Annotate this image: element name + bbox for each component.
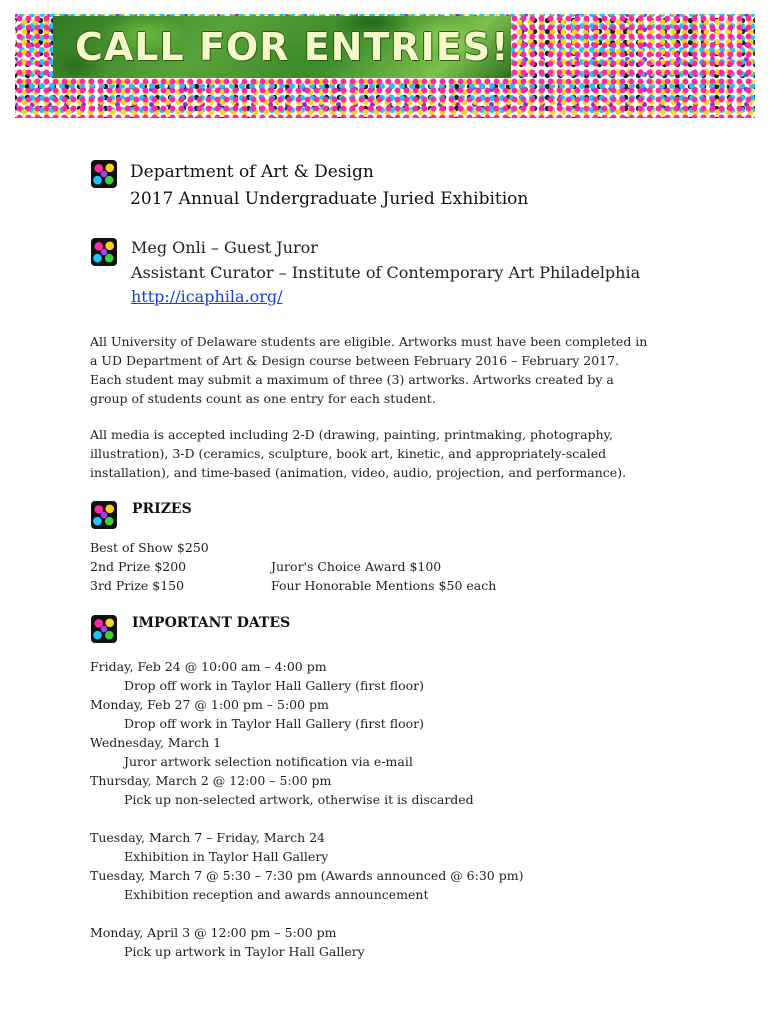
eligibility-line: All University of Delaware students are eligible. Artworks must have been completed in [90,334,648,349]
media-line: illustration), 3-D (ceramics, sculpture, book art, kinetic, and appropriately-scaled [90,446,607,461]
date-when: Wednesday, March 1 [90,735,222,750]
media-line: installation), and time-based (animation, video, audio, projection, and performance). [90,465,627,480]
spacer [90,904,523,923]
dates-list [90,657,523,961]
date-when: Tuesday, March 7 – Friday, March 24 [90,830,326,845]
dot-flower-bullet-icon [91,615,117,643]
media-line: All media is accepted including 2-D (drawing, painting, printmaking, photography, [90,427,614,442]
dot-flower-bullet-icon [91,238,117,266]
dates-heading: IMPORTANT DATES [132,615,291,631]
prize-jurors-choice: Juror's Choice Award $100 [271,559,442,574]
eligibility-paragraph [90,332,647,408]
prizes-heading: PRIZES [132,501,192,517]
media-paragraph [90,425,626,482]
exhibition-title: 2017 Annual Undergraduate Juried Exhibition [130,189,529,209]
dot-flower-bullet-icon [91,501,117,529]
juror-website-link[interactable]: http://icaphila.org/ [131,287,283,306]
date-when: Monday, Feb 27 @ 1:00 pm – 5:00 pm [90,697,329,712]
prize-second: 2nd Prize $200 [90,559,187,574]
date-when: Monday, April 3 @ 12:00 pm – 5:00 pm [90,925,337,940]
date-what: Exhibition reception and awards announcement [124,887,429,902]
juror-name: Meg Onli – Guest Juror [131,238,318,257]
eligibility-line: Each student may submit a maximum of three (3) artworks. Artworks created by a [90,372,614,387]
juror-title: Assistant Curator – Institute of Contemporary Art Philadelphia [131,263,641,282]
eligibility-line: group of students count as one entry for each student. [90,391,436,406]
banner [15,14,755,118]
prize-third: 3rd Prize $150 [90,578,185,593]
spacer [90,809,523,828]
date-what: Exhibition in Taylor Hall Gallery [124,849,329,864]
date-what: Pick up artwork in Taylor Hall Gallery [124,944,365,959]
date-what: Drop off work in Taylor Hall Gallery (first floor) [124,678,425,693]
department-title: Department of Art & Design [130,162,374,182]
date-when: Friday, Feb 24 @ 10:00 am – 4:00 pm [90,659,327,674]
prize-best-of-show: Best of Show $250 [90,540,209,555]
date-what: Juror artwork selection notification via e-mail [124,754,413,769]
date-what: Drop off work in Taylor Hall Gallery (first floor) [124,716,425,731]
prize-honorable-mentions: Four Honorable Mentions $50 each [271,578,497,593]
banner-title: CALL FOR ENTRIES! [75,25,510,69]
eligibility-line: a UD Department of Art & Design course between February 2016 – February 2017. [90,353,620,368]
dot-flower-bullet-icon [91,160,117,188]
banner-leaf-image [53,16,511,78]
date-when: Tuesday, March 7 @ 5:30 – 7:30 pm (Awards announced @ 6:30 pm) [90,868,524,883]
date-what: Pick up non-selected artwork, otherwise it is discarded [124,792,474,807]
date-when: Thursday, March 2 @ 12:00 – 5:00 pm [90,773,332,788]
